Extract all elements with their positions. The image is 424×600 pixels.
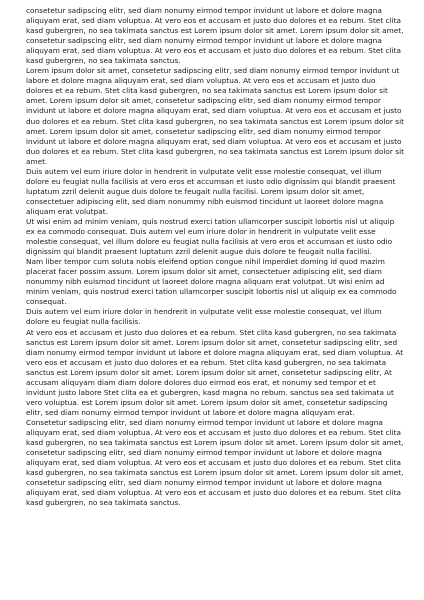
paragraph: Lorem ipsum dolor sit amet, consetetur sadipscing elitr, sed diam nonumy eirmod tempor invidunt ut labore et dolore magna aliquyam erat, sed diam voluptua. At vero eos et accusam et justo duo dolores et ea rebum. Stet clita kasd gubergren, no sea takimata sanctus est Lorem ipsum dolor sit amet. Lorem ipsum dolor sit amet, consetetur sadipscing elitr, sed diam nonumy eirmod tempor invidunt ut labore et dolore magna aliquyam erat, sed diam voluptua. At vero eos et accusam et justo duo dolores et ea rebum. Stet clita kasd gubergren, no sea takimata sanctus est Lorem ipsum dolor sit amet. Lorem ipsum dolor sit amet, consetetur sadipscing elitr, sed diam nonumy eirmod tempor invidunt ut labore et dolore magna aliquyam erat, sed diam voluptua. At vero eos et accusam et justo duo dolores et ea rebum. Stet clita kasd gubergren, no sea takimata sanctus est Lorem ipsum dolor sit amet. <box>26 66 405 166</box>
paragraph: At vero eos et accusam et justo duo dolores et ea rebum. Stet clita kasd gubergren, no sea takimata sanctus est Lorem ipsum dolor sit amet. Lorem ipsum dolor sit amet, consetetur sadipscing elitr, sed diam nonumy eirmod tempor invidunt ut labore et dolore magna aliquyam erat, sed diam voluptua. At vero eos et accusam et justo duo dolores et ea rebum. Stet clita kasd gubergren, no sea takimata sanctus est Lorem ipsum dolor sit amet. Lorem ipsum dolor sit amet, consetetur sadipscing elitr, At accusam aliquyam diam diam dolore dolores duo eirmod eos erat, et nonumy sed tempor et et invidunt justo labore Stet clita ea et gubergren, kasd magna no rebum. sanctus sea sed takimata ut vero voluptua. est Lorem ipsum dolor sit amet. Lorem ipsum dolor sit amet, consetetur sadipscing elitr, sed diam nonumy eirmod tempor invidunt ut labore et dolore magna aliquyam erat. <box>26 327 404 417</box>
paragraph: Duis autem vel eum iriure dolor in hendrerit in vulputate velit esse molestie consequat, vel illum dolore eu feugiat nulla facilisis at vero eros et accumsan et iusto odio dignissim qui blandit praesent luptatum zzril delenit augue duis dolore te feugait nulla facilisi. Lorem ipsum dolor sit amet, consectetuer adipiscing elit, sed diam nonummy nibh euismod tincidunt ut laoreet dolore magna aliquam erat volutpat. <box>26 166 396 216</box>
paragraph: Ut wisi enim ad minim veniam, quis nostrud exerci tation ullamcorper suscipit lobortis nisl ut aliquip ex ea commodo consequat. Duis autem vel eum iriure dolor in hendrerit in vulputate velit esse molestie consequat, vel illum dolore eu feugiat nulla facilisis at vero eros et accumsan et iusto odio dignissim qui blandit praesent luptatum zzril delenit augue duis dolore te feugait nulla facilisi. <box>26 216 395 257</box>
paragraph: Nam liber tempor cum soluta nobis eleifend option congue nihil imperdiet doming id quod mazim placerat facer possim assum. Lorem ipsum dolor sit amet, consectetuer adipiscing elit, sed diam nonummy nibh euismod tincidunt ut laoreet dolore magna aliquam erat volutpat. Ut wisi enim ad minim veniam, quis nostrud exerci tation ullamcorper suscipit lobortis nisl ut aliquip ex ea commodo consequat. <box>26 257 397 307</box>
paragraph: Consetetur sadipscing elitr, sed diam nonumy eirmod tempor invidunt ut labore et dolore magna aliquyam erat, sed diam voluptua. At vero eos et accusam et justo duo dolores et ea rebum. Stet clita kasd gubergren, no sea takimata sanctus est Lorem ipsum dolor sit amet. Lorem ipsum dolor sit amet, consetetur sadipscing elitr, sed diam nonumy eirmod tempor invidunt ut labore et dolore magna aliquyam erat, sed diam voluptua. At vero eos et accusam et justo duo dolores et ea rebum. Stet clita kasd gubergren, no sea takimata sanctus est Lorem ipsum dolor sit amet. Lorem ipsum dolor sit amet, consetetur sadipscing elitr, sed diam nonumy eirmod tempor invidunt ut labore et dolore magna aliquyam erat, sed diam voluptua. At vero eos et accusam et justo duo dolores et ea rebum. Stet clita kasd gubergren, no sea takimata sanctus. <box>26 417 404 508</box>
paragraph: consetetur sadipscing elitr, sed diam nonumy eirmod tempor invidunt ut labore et dolore magna aliquyam erat, sed diam voluptua. At vero eos et accusam et justo duo dolores et ea rebum. Stet clita kasd gubergren, no sea takimata sanctus est Lorem ipsum dolor sit amet. Lorem ipsum dolor sit amet, consetetur sadipscing elitr, sed diam nonumy eirmod tempor invidunt ut labore et dolore magna aliquyam erat, sed diam voluptua. At vero eos et accusam et justo duo dolores et ea rebum. Stet clita kasd gubergren, no sea takimata sanctus. <box>26 6 404 66</box>
paragraph: Duis autem vel eum iriure dolor in hendrerit in vulputate velit esse molestie consequat, vel illum dolore eu feugiat nulla facilisis. <box>26 307 382 327</box>
document-page <box>26 6 404 508</box>
